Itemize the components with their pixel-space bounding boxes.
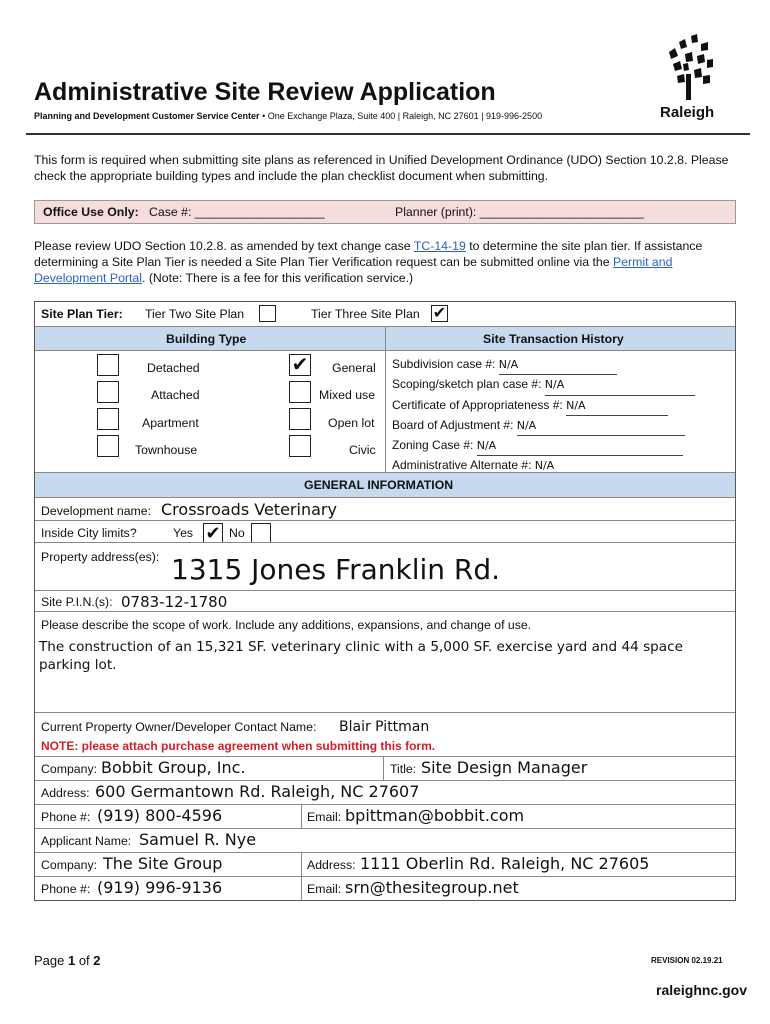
address-value[interactable]: 600 Germantown Rd. Raleigh, NC 27607 xyxy=(95,782,420,801)
header-divider xyxy=(26,133,750,135)
title-label: Title: xyxy=(390,762,417,776)
subtitle-center-name: Planning and Development Customer Service Center xyxy=(34,111,260,121)
phone-email-divider xyxy=(301,805,302,828)
tier-label: Site Plan Tier: xyxy=(41,307,123,321)
mixed-use-checkbox[interactable] xyxy=(289,381,311,403)
title-value[interactable]: Site Design Manager xyxy=(421,758,588,777)
tc-14-19-link[interactable]: TC-14-19 xyxy=(413,239,466,253)
property-address-row xyxy=(35,542,735,590)
scoping-case-field: Scoping/sketch plan case #: N/A xyxy=(392,375,695,395)
permit-portal-link[interactable]: Permit and Development Portal xyxy=(34,255,673,285)
applicant-address-label: Address: xyxy=(307,858,356,872)
building-type-header: Building Type xyxy=(166,332,247,346)
applicant-phone-email-row xyxy=(35,876,735,901)
city-limits-label: Inside City limits? xyxy=(41,526,137,540)
detached-checkbox[interactable] xyxy=(97,354,119,376)
applicant-label: Applicant Name: xyxy=(41,834,132,848)
phone-value[interactable]: (919) 800-4596 xyxy=(97,806,223,825)
tier-row xyxy=(35,302,735,326)
general-checkbox[interactable]: ✔ xyxy=(289,354,311,376)
office-case-field: Case #: ___________________ xyxy=(149,205,325,219)
applicant-phone-label: Phone #: xyxy=(41,882,91,896)
building-transaction-body xyxy=(35,350,735,472)
applicant-company-row xyxy=(35,852,735,876)
civic-label: Civic xyxy=(349,443,376,457)
yes-checkbox[interactable]: ✔ xyxy=(203,523,223,543)
company-title-divider xyxy=(383,757,384,780)
scope-row xyxy=(35,611,735,712)
detached-label: Detached xyxy=(147,361,200,375)
development-name-row xyxy=(35,497,735,520)
phone-label: Phone #: xyxy=(41,810,91,824)
subtitle-contact: • One Exchange Plaza, Suite 400 | Raleigh, NC 27601 | 919-996-2500 xyxy=(259,111,543,121)
admin-alternate-field: Administrative Alternate #: N/A xyxy=(392,456,695,476)
applicant-email-value[interactable]: srn@thesitegroup.net xyxy=(345,878,519,897)
review-text-3: . (Note: There is a fee for this verification service.) xyxy=(142,271,414,285)
owner-label: Current Property Owner/Developer Contact Name: xyxy=(41,720,317,734)
owner-value[interactable]: Blair Pittman xyxy=(339,719,430,735)
scope-label: Please describe the scope of work. Include any additions, expansions, and change of use. xyxy=(41,618,532,632)
email-value[interactable]: bpittman@bobbit.com xyxy=(345,806,525,825)
applicant-company-divider xyxy=(301,853,302,876)
general-label: General xyxy=(332,361,376,375)
applicant-value[interactable]: Samuel R. Nye xyxy=(139,830,257,849)
address-label: Address: xyxy=(41,786,90,800)
development-name-value[interactable]: Crossroads Veterinary xyxy=(161,500,337,519)
tier-two-label: Tier Two Site Plan xyxy=(145,307,245,321)
office-use-label: Office Use Only: xyxy=(43,205,139,219)
apartment-label: Apartment xyxy=(142,416,199,430)
header-divider-line xyxy=(385,327,386,350)
company-title-row xyxy=(35,756,735,780)
raleigh-logo-text: Raleigh xyxy=(660,104,715,121)
townhouse-label: Townhouse xyxy=(135,443,198,457)
building-transaction-header xyxy=(35,326,735,350)
applicant-company-value[interactable]: The Site Group xyxy=(103,854,223,873)
general-info-header: GENERAL INFORMATION xyxy=(304,478,454,492)
scope-value[interactable]: The construction of an 15,321 SF. veterinary clinic with a 5,000 SF. exercise yard and 44 space parking lot. xyxy=(39,639,683,673)
application-form xyxy=(34,301,736,901)
page-subtitle xyxy=(34,111,542,121)
review-text-2: to determine the site plan tier. If assistance determining a Site Plan Tier is needed a Site Plan Tier Verification request can be submitted online via the xyxy=(34,239,703,269)
civic-checkbox[interactable] xyxy=(289,435,311,457)
applicant-address-value[interactable]: 1111 Oberlin Rd. Raleigh, NC 27605 xyxy=(360,854,650,873)
review-text-1: Please review UDO Section 10.2.8. as amended by text change case xyxy=(34,239,414,253)
body-divider-line xyxy=(385,351,386,472)
board-adjustment-field: Board of Adjustment #: N/A xyxy=(392,416,695,436)
townhouse-checkbox[interactable] xyxy=(97,435,119,457)
appropriateness-field: Certificate of Appropriateness #: N/A xyxy=(392,396,695,416)
email-label: Email: xyxy=(307,810,342,824)
tier-two-checkbox[interactable] xyxy=(259,305,276,322)
review-text xyxy=(34,238,734,286)
revision-label: REVISION 02.19.21 xyxy=(651,956,723,965)
page-number: Page 1 of 2 xyxy=(34,953,101,968)
pin-row xyxy=(35,590,735,611)
mixed-use-label: Mixed use xyxy=(319,388,376,402)
transaction-list xyxy=(392,355,695,477)
property-address-value[interactable]: 1315 Jones Franklin Rd. xyxy=(171,553,501,586)
owner-row xyxy=(35,712,735,756)
site-transaction-header: Site Transaction History xyxy=(483,332,624,346)
footer-url: raleighnc.gov xyxy=(656,982,748,998)
no-label: No xyxy=(229,526,245,540)
applicant-phone-divider xyxy=(301,877,302,901)
company-value[interactable]: Bobbit Group, Inc. xyxy=(101,758,246,777)
applicant-phone-value[interactable]: (919) 996-9136 xyxy=(97,878,223,897)
yes-label: Yes xyxy=(173,526,194,540)
office-planner-field: Planner (print): ________________________ xyxy=(395,205,644,219)
no-checkbox[interactable] xyxy=(251,523,271,543)
property-address-label: Property address(es): xyxy=(41,550,160,564)
applicant-row xyxy=(35,828,735,852)
city-limits-row xyxy=(35,520,735,542)
zoning-case-field: Zoning Case #: N/A xyxy=(392,436,695,456)
purchase-agreement-note: NOTE: please attach purchase agreement when submitting this form. xyxy=(41,739,436,753)
apartment-checkbox[interactable] xyxy=(97,408,119,430)
intro-text: This form is required when submitting site plans as referenced in Unified Development Ordinance (UDO) Section 10.2.8. Please check the appropriate building types and include the plan checklist document when submitting. xyxy=(34,153,729,183)
page-title: Administrative Site Review Application xyxy=(34,78,496,106)
company-label: Company: xyxy=(41,762,98,776)
open-lot-label: Open lot xyxy=(328,416,375,430)
tier-three-label: Tier Three Site Plan xyxy=(311,307,420,321)
attached-checkbox[interactable] xyxy=(97,381,119,403)
tier-three-checkbox[interactable]: ✔ xyxy=(432,305,447,322)
open-lot-checkbox[interactable] xyxy=(289,408,311,430)
owner-address-row xyxy=(35,780,735,804)
applicant-email-label: Email: xyxy=(307,882,342,896)
development-name-label: Development name: xyxy=(41,504,152,518)
pin-value[interactable]: 0783-12-1780 xyxy=(121,593,228,611)
attached-label: Attached xyxy=(151,388,200,402)
subdivision-case-field: Subdivision case #: N/A xyxy=(392,355,695,375)
owner-phone-email-row xyxy=(35,804,735,828)
general-info-header-row xyxy=(35,472,735,497)
applicant-company-label: Company: xyxy=(41,858,98,872)
pin-label: Site P.I.N.(s): xyxy=(41,595,113,609)
office-use-box xyxy=(34,200,736,224)
